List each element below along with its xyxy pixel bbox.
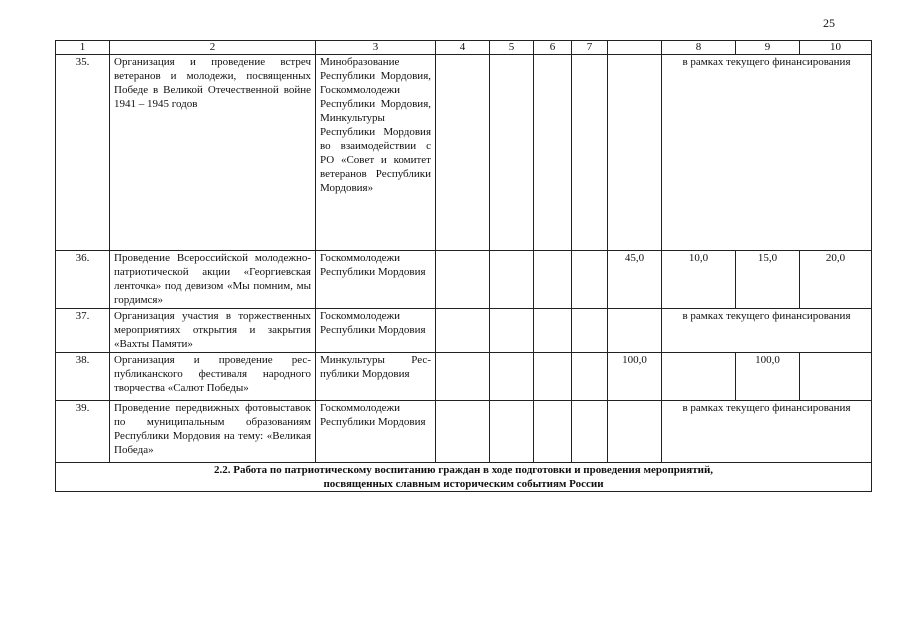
total-value: 45,0 [608,251,662,309]
header-cell: 10 [800,41,872,55]
executor-cell: Госкоммолодежи Республики Мордовия [316,401,436,463]
empty-cell [572,309,608,353]
section-row [56,463,872,492]
row-number: 37. [56,309,110,353]
row-number: 35. [56,55,110,251]
table-row [56,251,872,309]
empty-cell [490,309,534,353]
header-cell: 9 [736,41,800,55]
executor-cell: Госкоммолодежи Республики Мордовия [316,251,436,309]
row-number: 39. [56,401,110,463]
table-row [56,309,872,353]
header-cell: 5 [490,41,534,55]
row-number: 36. [56,251,110,309]
empty-cell [572,353,608,401]
empty-cell [608,401,662,463]
header-cell: 3 [316,41,436,55]
empty-cell [534,251,572,309]
value-col9: 100,0 [736,353,800,401]
total-value: 100,0 [608,353,662,401]
section-heading-line1: 2.2. Работа по патриотическому воспитанию граждан в ходе подготовки и проведения мероприятий, [213,464,714,476]
executor-cell: Минобразование Республики Мордовия, Госкоммолодежи Республики Мордовия, Минкультуры Республики Мордовия во взаимодействии с РО «Совет и комитет ветеранов Республики Мордовия» [316,55,436,251]
table-row [56,353,872,401]
empty-cell [608,55,662,251]
event-cell: Проведение передвижных фотовыставок по муниципальным образованиям Республики Мордовия на тему: «Великая Победа» [110,401,316,463]
section-heading-line2: посвященных славным историческим событиям России [323,478,604,490]
table-row [56,55,872,251]
event-cell: Организация участия в торжественных мероприятиях открытия и закрытия «Вахты Памяти» [110,309,316,353]
table-row [56,401,872,463]
row-number: 38. [56,353,110,401]
header-cell [608,41,662,55]
header-cell: 7 [572,41,608,55]
header-cell: 1 [56,41,110,55]
page-number: 25 [823,16,835,30]
section-heading [56,463,872,492]
header-cell: 2 [110,41,316,55]
empty-cell [490,353,534,401]
empty-cell [436,353,490,401]
header-cell: 4 [436,41,490,55]
empty-cell [572,401,608,463]
empty-cell [534,401,572,463]
empty-cell [800,353,872,401]
executor-cell: Минкультуры Республики Мордовия [316,353,436,401]
value-col8: 10,0 [662,251,736,309]
event-cell: Проведение Всероссийской молодежно-патриотической акции «Георгиевская ленточка» под девизом «Мы помним, мы гордимся» [110,251,316,309]
empty-cell [436,309,490,353]
financing-cell: в рамках текущего финансирования [662,401,872,463]
empty-cell [490,251,534,309]
empty-cell [608,309,662,353]
empty-cell [534,55,572,251]
value-col9: 15,0 [736,251,800,309]
executor-cell: Госкоммолодежи Республики Мордовия [316,309,436,353]
event-cell: Организация и проведение республиканского фестиваля народного творчества «Салют Победы» [110,353,316,401]
financing-cell: в рамках текущего финансирования [662,309,872,353]
empty-cell [436,251,490,309]
empty-cell [534,309,572,353]
financing-cell: в рамках текущего финансирования [662,55,872,251]
empty-cell [436,401,490,463]
empty-cell [662,353,736,401]
empty-cell [436,55,490,251]
header-cell: 8 [662,41,736,55]
event-cell: Организация и проведение встреч ветеранов и молодежи, посвященных Победе в Великой Отечественной войне 1941 – 1945 годов [110,55,316,251]
empty-cell [572,55,608,251]
empty-cell [490,55,534,251]
header-row [56,41,872,55]
program-table [55,40,872,492]
empty-cell [572,251,608,309]
header-cell: 6 [534,41,572,55]
empty-cell [534,353,572,401]
empty-cell [490,401,534,463]
value-col10: 20,0 [800,251,872,309]
